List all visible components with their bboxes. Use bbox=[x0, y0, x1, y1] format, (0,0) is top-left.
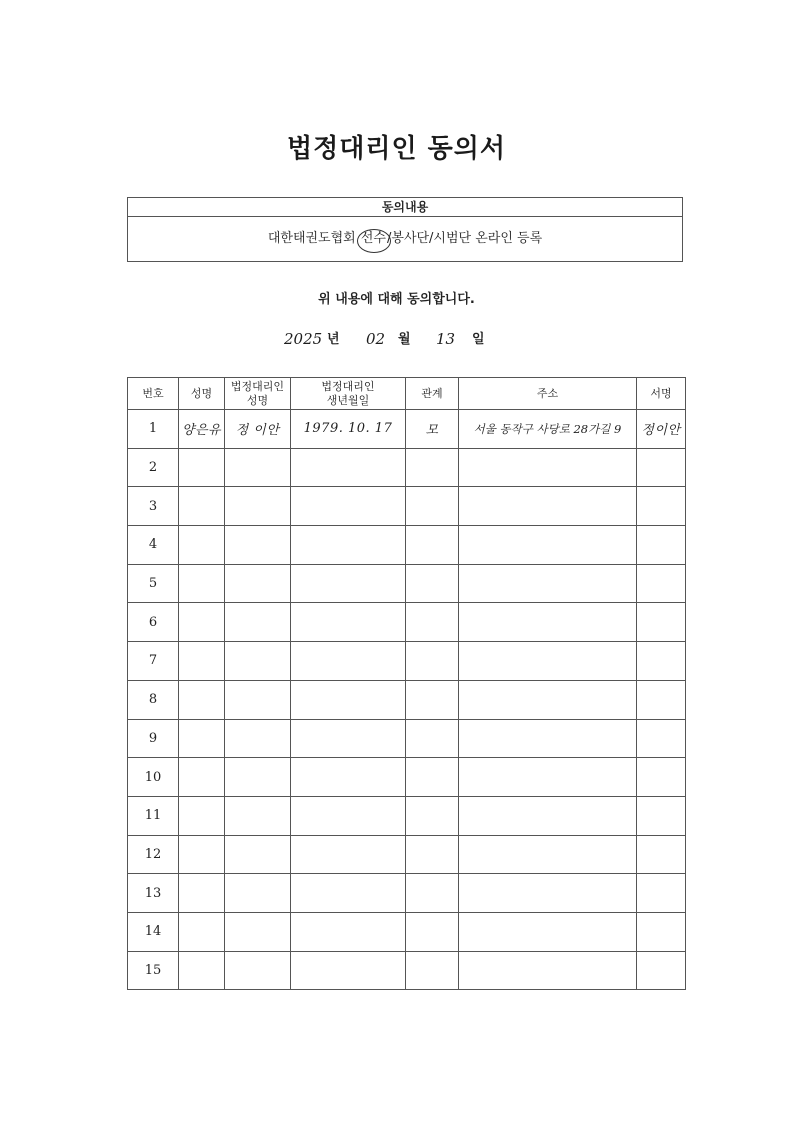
row-name bbox=[179, 603, 225, 642]
row-name bbox=[179, 680, 225, 719]
table-row bbox=[128, 603, 686, 642]
table-header-row bbox=[128, 378, 686, 410]
row-name: 양은유 bbox=[179, 410, 225, 449]
consent-body-suffix: /봉사단/시범단 온라인 등록 bbox=[387, 231, 543, 246]
header-address: 주소 bbox=[459, 378, 637, 410]
row-guardian-name bbox=[225, 719, 291, 758]
row-number: 15 bbox=[128, 951, 179, 990]
date-day: 13 bbox=[436, 330, 456, 348]
table-body bbox=[128, 410, 686, 990]
row-guardian-birth: 1979. 10. 17 bbox=[291, 410, 406, 449]
table-row bbox=[128, 912, 686, 951]
row-guardian-birth bbox=[291, 680, 406, 719]
row-signature bbox=[637, 642, 686, 681]
row-guardian-birth bbox=[291, 912, 406, 951]
table-row bbox=[128, 874, 686, 913]
consent-body-prefix: 대한태권도협회 bbox=[267, 231, 360, 246]
row-signature bbox=[637, 448, 686, 487]
row-number: 11 bbox=[128, 796, 179, 835]
row-address bbox=[459, 758, 637, 797]
guardian-table bbox=[127, 377, 686, 990]
row-guardian-name bbox=[225, 758, 291, 797]
row-number: 4 bbox=[128, 526, 179, 565]
row-signature bbox=[637, 719, 686, 758]
row-number: 14 bbox=[128, 912, 179, 951]
row-guardian-name bbox=[225, 796, 291, 835]
row-guardian-birth bbox=[291, 835, 406, 874]
row-guardian-name: 정 이안 bbox=[225, 410, 291, 449]
row-guardian-birth bbox=[291, 796, 406, 835]
row-name bbox=[179, 487, 225, 526]
row-name bbox=[179, 835, 225, 874]
row-guardian-name bbox=[225, 603, 291, 642]
table-row bbox=[128, 564, 686, 603]
header-name: 성명 bbox=[179, 378, 225, 410]
row-guardian-name bbox=[225, 564, 291, 603]
row-guardian-birth bbox=[291, 564, 406, 603]
row-signature bbox=[637, 951, 686, 990]
row-signature: 정이안 bbox=[637, 410, 686, 449]
row-signature bbox=[637, 912, 686, 951]
row-guardian-birth bbox=[291, 874, 406, 913]
table-row bbox=[128, 758, 686, 797]
table-row bbox=[128, 951, 686, 990]
row-relation bbox=[406, 912, 459, 951]
row-address: 서울 동작구 사당로 28가길 9 bbox=[459, 410, 637, 449]
table-row bbox=[128, 448, 686, 487]
header-no: 번호 bbox=[128, 378, 179, 410]
row-relation bbox=[406, 951, 459, 990]
row-name bbox=[179, 912, 225, 951]
row-guardian-birth bbox=[291, 526, 406, 565]
row-address bbox=[459, 448, 637, 487]
row-signature bbox=[637, 874, 686, 913]
row-relation bbox=[406, 487, 459, 526]
table-row bbox=[128, 719, 686, 758]
table-row bbox=[128, 835, 686, 874]
header-signature: 서명 bbox=[637, 378, 686, 410]
row-guardian-name bbox=[225, 487, 291, 526]
row-signature bbox=[637, 526, 686, 565]
date-day-label: 일 bbox=[472, 332, 485, 347]
row-relation bbox=[406, 719, 459, 758]
row-guardian-name bbox=[225, 680, 291, 719]
row-guardian-name bbox=[225, 642, 291, 681]
consent-content-box bbox=[127, 197, 683, 262]
header-guardian-name-text: 법정대리인 성명 bbox=[230, 379, 285, 407]
date-line bbox=[0, 326, 793, 356]
row-name bbox=[179, 448, 225, 487]
row-relation bbox=[406, 835, 459, 874]
table-row bbox=[128, 410, 686, 449]
row-signature bbox=[637, 487, 686, 526]
row-address bbox=[459, 796, 637, 835]
row-guardian-birth bbox=[291, 448, 406, 487]
row-guardian-name bbox=[225, 448, 291, 487]
row-relation: 모 bbox=[406, 410, 459, 449]
row-address bbox=[459, 642, 637, 681]
row-relation bbox=[406, 642, 459, 681]
row-guardian-birth bbox=[291, 603, 406, 642]
row-guardian-name bbox=[225, 526, 291, 565]
row-guardian-birth bbox=[291, 719, 406, 758]
row-name bbox=[179, 642, 225, 681]
agree-statement: 위 내용에 대해 동의합니다. bbox=[318, 292, 475, 307]
row-number: 7 bbox=[128, 642, 179, 681]
row-address bbox=[459, 874, 637, 913]
header-guardian-birth bbox=[291, 378, 406, 410]
row-signature bbox=[637, 796, 686, 835]
table-row bbox=[128, 796, 686, 835]
row-guardian-name bbox=[225, 835, 291, 874]
row-address bbox=[459, 719, 637, 758]
row-address bbox=[459, 603, 637, 642]
row-number: 8 bbox=[128, 680, 179, 719]
table-row bbox=[128, 526, 686, 565]
row-relation bbox=[406, 796, 459, 835]
row-number: 1 bbox=[128, 410, 179, 449]
row-name bbox=[179, 526, 225, 565]
row-number: 3 bbox=[128, 487, 179, 526]
row-relation bbox=[406, 758, 459, 797]
row-guardian-name bbox=[225, 874, 291, 913]
row-name bbox=[179, 951, 225, 990]
row-relation bbox=[406, 526, 459, 565]
header-guardian-name bbox=[225, 378, 291, 410]
row-signature bbox=[637, 835, 686, 874]
row-guardian-birth bbox=[291, 487, 406, 526]
page-title: 법정대리인 동의서 bbox=[287, 134, 506, 164]
row-address bbox=[459, 564, 637, 603]
row-name bbox=[179, 758, 225, 797]
header-guardian-birth-text: 법정대리인 생년월일 bbox=[321, 379, 375, 407]
consent-selected-option: 선수 bbox=[360, 217, 387, 261]
consent-content-body bbox=[128, 217, 682, 262]
row-signature bbox=[637, 564, 686, 603]
table-row bbox=[128, 680, 686, 719]
row-number: 5 bbox=[128, 564, 179, 603]
date-month-label: 월 bbox=[398, 332, 411, 347]
row-guardian-name bbox=[225, 912, 291, 951]
row-guardian-birth bbox=[291, 951, 406, 990]
row-signature bbox=[637, 680, 686, 719]
row-address bbox=[459, 912, 637, 951]
row-relation bbox=[406, 603, 459, 642]
header-relation: 관계 bbox=[406, 378, 459, 410]
row-guardian-birth bbox=[291, 642, 406, 681]
row-number: 10 bbox=[128, 758, 179, 797]
row-relation bbox=[406, 564, 459, 603]
date-month: 02 bbox=[366, 330, 386, 348]
row-address bbox=[459, 835, 637, 874]
date-year-label: 년 bbox=[327, 332, 340, 347]
row-number: 2 bbox=[128, 448, 179, 487]
date-year: 2025 bbox=[284, 330, 323, 348]
row-number: 6 bbox=[128, 603, 179, 642]
row-signature bbox=[637, 758, 686, 797]
row-relation bbox=[406, 448, 459, 487]
row-number: 13 bbox=[128, 874, 179, 913]
row-relation bbox=[406, 874, 459, 913]
row-relation bbox=[406, 680, 459, 719]
row-address bbox=[459, 680, 637, 719]
consent-content-header: 동의내용 bbox=[128, 198, 682, 217]
row-name bbox=[179, 719, 225, 758]
row-name bbox=[179, 796, 225, 835]
row-number: 9 bbox=[128, 719, 179, 758]
row-guardian-name bbox=[225, 951, 291, 990]
row-number: 12 bbox=[128, 835, 179, 874]
row-address bbox=[459, 951, 637, 990]
row-guardian-birth bbox=[291, 758, 406, 797]
row-signature bbox=[637, 603, 686, 642]
row-address bbox=[459, 487, 637, 526]
row-name bbox=[179, 564, 225, 603]
table-row bbox=[128, 642, 686, 681]
row-name bbox=[179, 874, 225, 913]
row-address bbox=[459, 526, 637, 565]
table-row bbox=[128, 487, 686, 526]
